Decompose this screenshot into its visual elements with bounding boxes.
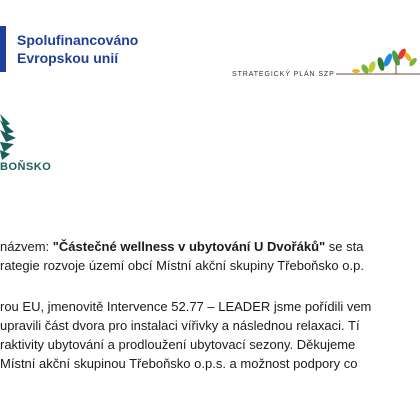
text-line-2: rategie rozvoje území obcí Místní akční skupiny Třeboňsko o.p. — [0, 258, 364, 273]
text-line-1 — [0, 239, 420, 255]
szp-logo-label: STRATEGICKÝ PLÁN SZP — [232, 71, 335, 78]
las-logo-name: BOŇSKO — [0, 161, 52, 173]
eu-flag-icon — [0, 26, 6, 72]
project-name: "Částečné wellness v ubytování U Dvořáků" — [52, 239, 326, 254]
eu-logo-line1: Spolufinancováno — [17, 32, 139, 48]
text-line-6: Místní akční skupinou Třeboňsko o.p.s. a možnost podpory co — [0, 356, 358, 371]
eu-cofinancing-logo — [0, 24, 190, 76]
eu-logo-line2: Evropskou unií — [17, 50, 119, 66]
text-line-4: upravili část dvora pro instalaci vířivky a následnou relaxaci. Tí — [0, 318, 360, 333]
text-line-5: raktivity ubytování a prodloužení ubytovací sezony. Děkujeme — [0, 337, 356, 352]
szp-plants-logo-icon — [336, 48, 420, 84]
text-line-1-prefix: názvem: — [0, 239, 53, 254]
las-leaf-mark-icon — [0, 112, 24, 160]
text-line-3: rou EU, jmenovitě Intervence 52.77 – LEADER jsme pořídili vem — [0, 299, 372, 314]
text-line-1-suffix: se sta — [325, 239, 364, 254]
